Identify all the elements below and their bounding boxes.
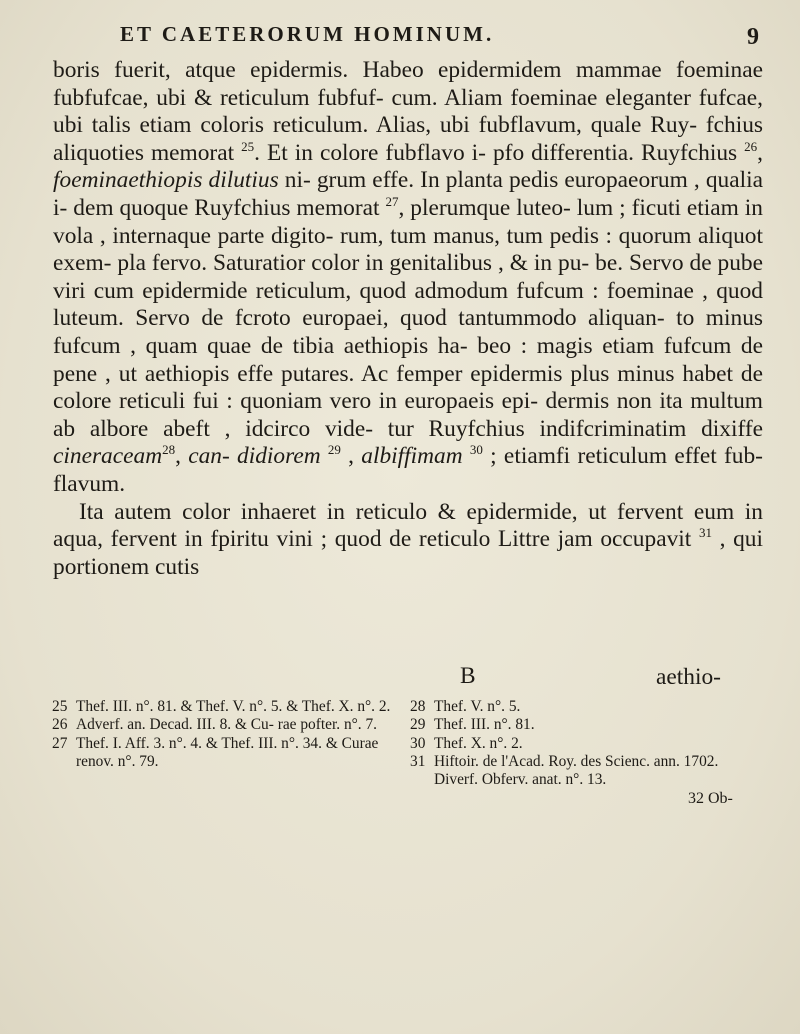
footnote — [410, 716, 750, 734]
footnote-number: 26 — [52, 716, 68, 734]
footnote-reference: 30 — [469, 442, 483, 458]
text-run: ; etiamfi reticulum effet fub- flavum. — [53, 443, 763, 497]
text-run: boris fuerit, atque epidermis. Habeo epidermidem mammae foeminae fubfufcae, ubi & reticulum fubfuf- cum. Aliam foeminae eleganter fufcae, ubi talis etiam coloris reticulum. Alias, ubi fubflavum, quale Ruy- fchius aliquoties memorat — [53, 57, 763, 166]
footnote — [410, 735, 750, 753]
text-run: , — [757, 139, 764, 166]
footnote-reference: 25 — [241, 138, 255, 154]
text-run: ni- grum effe. In planta pedis europaeorum , qualia i- dem quoque Ruyfchius memorat — [53, 167, 763, 221]
footnote — [52, 735, 392, 772]
paragraph — [53, 57, 763, 499]
text-run — [321, 443, 328, 469]
footnote-text: Adverf. an. Decad. III. 8. & Cu- rae pofter. n°. 7. — [76, 716, 378, 734]
catchword: aethio- — [656, 664, 721, 690]
italic-text: foeminaethiopis dilutius — [53, 167, 279, 194]
footnote-text: Thef. X. n°. 2. — [434, 734, 523, 752]
paragraph — [53, 499, 763, 582]
text-run: , — [175, 443, 189, 470]
footnote-number: 25 — [52, 698, 68, 715]
footnote-text: Thef. V. n°. 5. — [434, 698, 521, 715]
text-run: , — [340, 443, 362, 470]
italic-text: can- didiorem — [188, 443, 321, 470]
signature-mark: B — [460, 663, 476, 689]
footnote-number: 29 — [410, 716, 426, 734]
text-run: Ita autem color inhaeret in reticulo & epidermide, ut fervent eum in aqua, fervent in fpiritu vini ; quod de reticulo Littre jam occupavit — [53, 498, 763, 553]
page-header — [0, 12, 800, 52]
footnotes-left-column — [52, 698, 392, 771]
main-text — [53, 57, 763, 581]
page-number: 9 — [747, 24, 759, 50]
italic-text: cineraceam — [53, 443, 163, 470]
footnote-number: 27 — [52, 734, 68, 752]
footnote-text: Thef. III. n°. 81. & Thef. V. n°. 5. & Thef. X. n°. 2. — [76, 698, 391, 715]
footnote — [52, 698, 392, 716]
footnote-reference: 27 — [385, 194, 399, 210]
text-run: , plerumque luteo- lum ; ficuti etiam in vola , internaque parte digito- rum, tum manus, tum pedis : quorum aliquot exem- pla fervo. Saturatior color in genitalibus , & in pu- be. Servo de pube viri cum epidermide reticulum, quod admodum fufcum : foeminae , quod luteum. Servo de fcroto europaei, quod tantummodo aliquan- to minus fufcum , quam quae de tibia aethiopis ha- beo : magis etiam fufcum de pene , ut aethiopis effe putares. Ac femper epidermis plus minus habet de colore reticuli fui : quoniam vero in europaeis epi- dermis non ita multum ab albore abeft , idcirco vide- tur Ruyfchius indifcriminatim dixiffe — [53, 194, 763, 442]
footnote — [52, 716, 392, 734]
footnote-reference: 31 — [698, 525, 712, 541]
text-run — [463, 443, 470, 469]
footnotes-right-column — [410, 698, 750, 789]
footnote-number: 28 — [410, 698, 426, 715]
footnote — [410, 698, 750, 716]
running-head: ET CAETERORUM HOMINUM. — [120, 22, 495, 46]
text-run: , qui portionem cutis — [53, 526, 763, 580]
footnote-text: Thef. I. Aff. 3. n°. 4. & Thef. III. n°. 34. & Curae renov. n°. 79. — [76, 734, 379, 770]
footnote-reference: 26 — [744, 138, 758, 154]
footnote-reference: 28 — [162, 442, 176, 458]
footnote-text: Hiftoir. de l'Acad. Roy. des Scienc. ann. 1702. Diverf. Obferv. anat. n°. 13. — [434, 752, 719, 789]
footnote-number: 31 — [410, 752, 426, 770]
footnote-number: 30 — [410, 734, 426, 752]
footnote-text: Thef. III. n°. 81. — [434, 716, 535, 734]
footnote-reference: 29 — [327, 442, 341, 458]
italic-text: albiffimam — [361, 443, 463, 470]
text-run: . Et in colore fubflavo i- pfo differentia. Ruyfchius — [254, 139, 745, 166]
footnote — [410, 753, 750, 790]
footnote-catchword: 32 Ob- — [688, 790, 733, 807]
